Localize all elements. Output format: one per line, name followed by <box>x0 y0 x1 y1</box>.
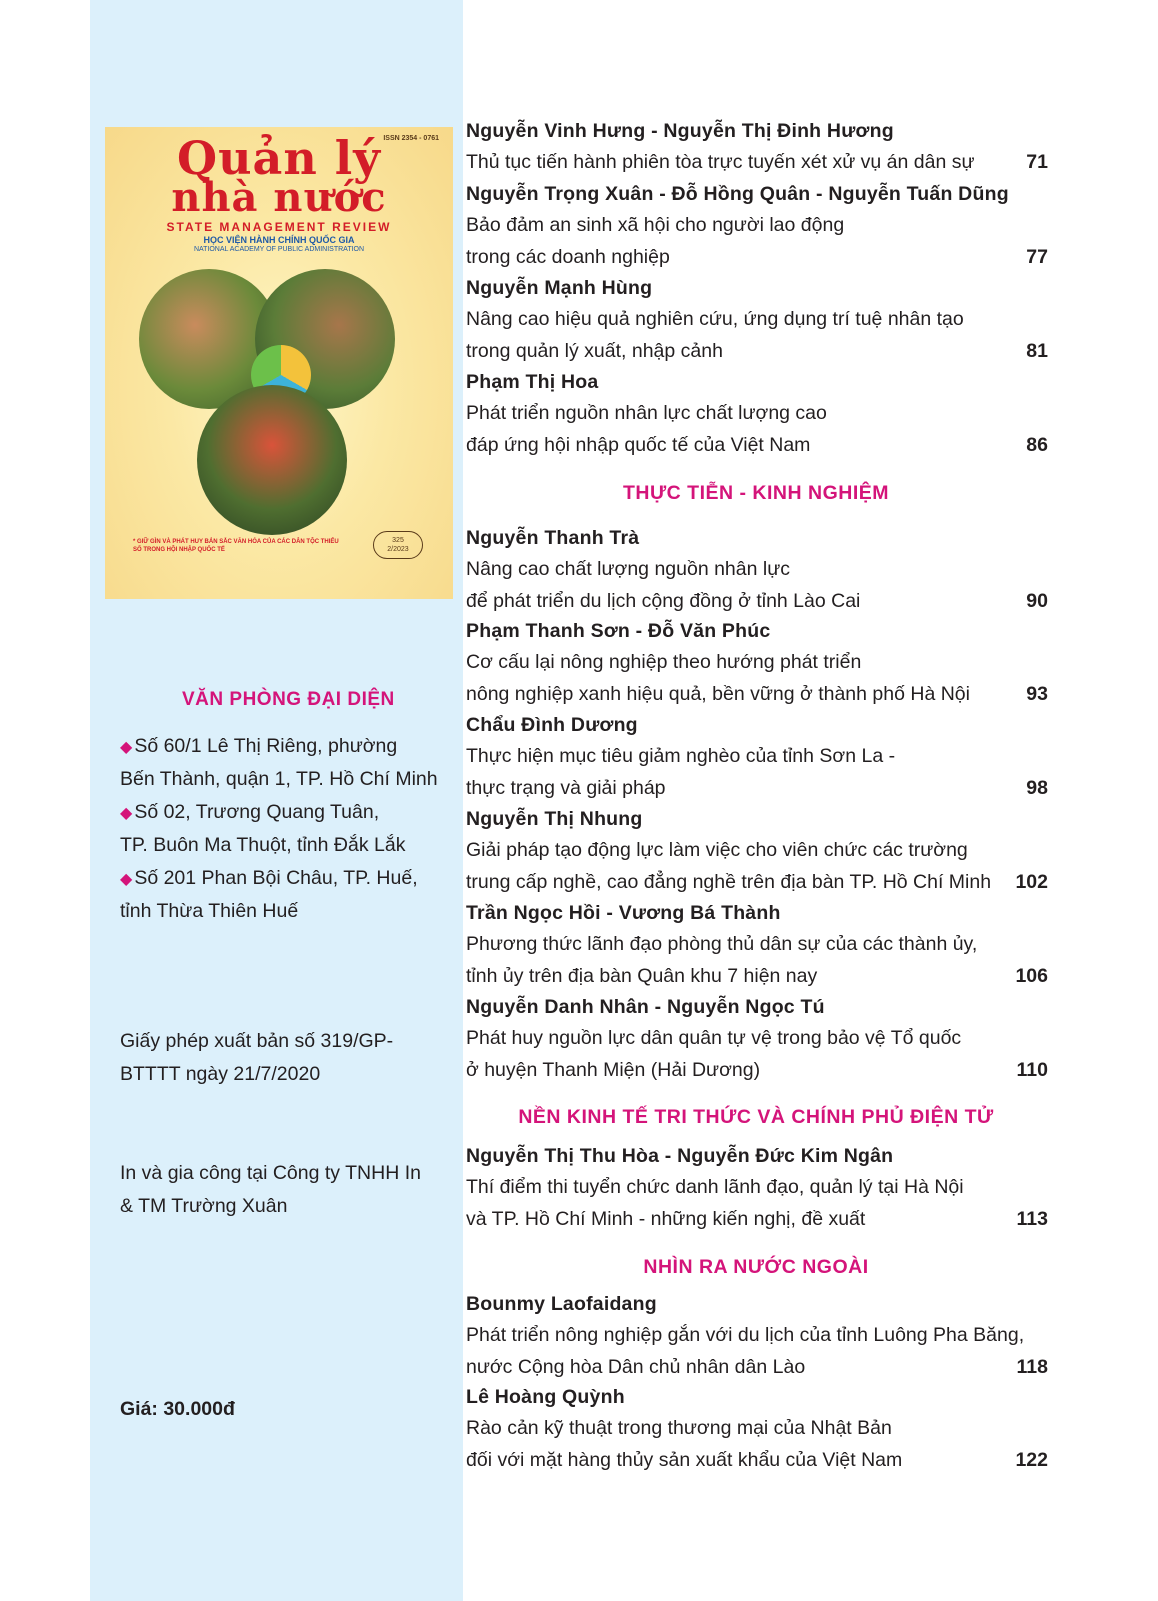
toc-article-title <box>466 835 1048 866</box>
toc-author: Nguyễn Mạnh Hùng <box>466 277 653 299</box>
toc-article-title <box>466 929 1048 960</box>
toc-title-text: trong các doanh nghiệp <box>466 245 670 268</box>
toc-page-number: 77 <box>1026 245 1048 268</box>
toc-title-text: Phát triển nguồn nhân lực chất lượng cao <box>466 402 827 425</box>
toc-page-number: 86 <box>1026 433 1048 456</box>
toc-title-text: ở huyện Thanh Miện (Hải Dương) <box>466 1058 761 1081</box>
cover-title-line1: Quản lý <box>177 131 381 185</box>
toc-author: Nguyễn Trọng Xuân - Đỗ Hồng Quân - Nguyễn Tuấn Dũng <box>466 183 1009 205</box>
section-heading: NHÌN RA NƯỚC NGOÀI <box>643 1256 869 1278</box>
toc-page-number: 81 <box>1026 339 1048 362</box>
toc-article-title <box>466 773 1048 804</box>
cover-photo-collage <box>133 263 425 533</box>
toc-author: Chẩu Đình Dương <box>466 714 638 736</box>
toc-title-text: trong quản lý xuất, nhập cảnh <box>466 339 723 362</box>
toc-title-text: Cơ cấu lại nông nghiệp theo hướng phát triển <box>466 651 862 674</box>
cover-issn: ISSN 2354 - 0761 <box>383 135 439 142</box>
cover-issue-badge <box>373 531 423 559</box>
section-heading: THỰC TIỄN - KINH NGHIỆM <box>623 482 889 504</box>
toc-article-title <box>466 867 1048 898</box>
printer-line-2: & TM Trường Xuân <box>120 1195 288 1217</box>
toc-article-title <box>466 1172 1048 1203</box>
office-address-text: Số 201 Phan Bội Châu, TP. Huế, <box>134 867 418 889</box>
toc-article-title <box>466 741 1048 772</box>
toc-page-number: 122 <box>1015 1448 1048 1471</box>
toc-author: Nguyễn Danh Nhân - Nguyễn Ngọc Tú <box>466 996 825 1018</box>
toc-article-title <box>466 679 1048 710</box>
toc-page-number: 71 <box>1026 151 1048 174</box>
toc-title-text: trung cấp nghề, cao đẳng nghề trên địa bàn TP. Hồ Chí Minh <box>466 870 992 893</box>
office-address-line <box>120 763 438 796</box>
toc-author: Nguyễn Thị Nhung <box>466 808 643 830</box>
toc-author: Nguyễn Vinh Hưng - Nguyễn Thị Đinh Hương <box>466 120 894 142</box>
office-address-line <box>120 829 405 862</box>
toc-page-number: 106 <box>1015 964 1048 987</box>
toc-title-text: Phát huy nguồn lực dân quân tự vệ trong bảo vệ Tổ quốc <box>466 1027 962 1050</box>
cover-issue-date: 2/2023 <box>387 546 409 553</box>
cover-title-en: STATE MANAGEMENT REVIEW <box>166 220 392 234</box>
cover-academy: HỌC VIỆN HÀNH CHÍNH QUỐC GIA <box>203 235 355 245</box>
cover-title-line2: nhà nước <box>171 174 387 221</box>
toc-title-text: nước Cộng hòa Dân chủ nhân dân Lào <box>466 1355 806 1378</box>
office-address-text: TP. Buôn Ma Thuột, tỉnh Đắk Lắk <box>120 834 406 856</box>
toc-article-title <box>466 1445 1048 1476</box>
office-address-text: tỉnh Thừa Thiên Huế <box>120 900 299 922</box>
toc-article-title <box>466 398 1048 429</box>
printer-info <box>120 1157 440 1223</box>
toc-title-text: Nâng cao hiệu quả nghiên cứu, ứng dụng trí tuệ nhân tạo <box>466 308 964 331</box>
diamond-bullet-icon: ◆ <box>120 805 133 822</box>
toc-article-title <box>466 647 1048 678</box>
toc-author: Phạm Thị Hoa <box>466 371 599 393</box>
office-address-text: Số 60/1 Lê Thị Riêng, phường <box>134 735 398 757</box>
office-address-line <box>120 895 298 928</box>
toc-title-text: Bảo đảm an sinh xã hội cho người lao động <box>466 214 845 237</box>
toc-article-title <box>466 147 1048 178</box>
magazine-cover <box>105 127 453 599</box>
toc-author: Phạm Thanh Sơn - Đỗ Văn Phúc <box>466 620 771 642</box>
license-info <box>120 1025 420 1091</box>
toc-title-text: Rào cản kỹ thuật trong thương mại của Nhật Bản <box>466 1417 892 1440</box>
office-address-line <box>120 796 379 830</box>
toc-article-title <box>466 210 1048 241</box>
toc-title-text: Thực hiện mục tiêu giảm nghèo của tỉnh Sơn La - <box>466 745 896 768</box>
toc-article-title <box>466 430 1048 461</box>
toc-author: Trần Ngọc Hồi - Vương Bá Thành <box>466 902 781 924</box>
toc-page-number: 110 <box>1016 1058 1048 1081</box>
toc-title-text: đối với mặt hàng thủy sản xuất khẩu của Việt Nam <box>466 1448 903 1471</box>
price: Giá: 30.000đ <box>120 1398 235 1420</box>
toc-title-text: và TP. Hồ Chí Minh - những kiến nghị, đề xuất <box>466 1207 866 1230</box>
toc-title-text: Giải pháp tạo động lực làm việc cho viên chức các trường <box>466 839 968 862</box>
toc-author: Lê Hoàng Quỳnh <box>466 1386 625 1408</box>
toc-author: Nguyễn Thanh Trà <box>466 527 640 549</box>
office-title: VĂN PHÒNG ĐẠI DIỆN <box>182 689 395 710</box>
toc-page-number: 93 <box>1026 682 1048 705</box>
toc-title-text: tỉnh ủy trên địa bàn Quân khu 7 hiện nay <box>466 964 818 987</box>
toc-article-title <box>466 586 1048 617</box>
license-line-1: Giấy phép xuất bản số 319/GP- <box>120 1030 394 1052</box>
toc-article-title <box>466 1204 1048 1235</box>
office-address-text: Số 02, Trương Quang Tuân, <box>134 801 380 823</box>
toc-title-text: nông nghiệp xanh hiệu quả, bền vững ở thành phố Hà Nội <box>466 682 970 705</box>
toc-article-title <box>466 1320 1048 1351</box>
license-line-2: BTTTT ngày 21/7/2020 <box>120 1063 321 1085</box>
toc-article-title <box>466 961 1048 992</box>
toc-article-title <box>466 1413 1048 1444</box>
toc-title-text: thực trạng và giải pháp <box>466 776 666 799</box>
toc-title-text: Phát triển nông nghiệp gắn với du lịch của tỉnh Luông Pha Băng, <box>466 1324 1025 1347</box>
toc-article-title <box>466 1055 1048 1086</box>
toc-article-title <box>466 1352 1048 1383</box>
toc-title-text: Nâng cao chất lượng nguồn nhân lực <box>466 558 791 581</box>
toc-title-text: Thủ tục tiến hành phiên tòa trực tuyến xét xử vụ án dân sự <box>466 151 975 174</box>
toc-page-number: 98 <box>1026 776 1048 799</box>
cover-issue-no: 325 <box>392 537 404 544</box>
diamond-bullet-icon: ◆ <box>120 739 133 756</box>
toc-title-text: Phương thức lãnh đạo phòng thủ dân sự của các thành ủy, <box>466 933 978 956</box>
toc-title-text: đáp ứng hội nhập quốc tế của Việt Nam <box>466 433 811 456</box>
cover-academy-en: NATIONAL ACADEMY OF PUBLIC ADMINISTRATION <box>193 246 365 253</box>
toc-article-title <box>466 242 1048 273</box>
toc-title-text: Thí điểm thi tuyển chức danh lãnh đạo, quản lý tại Hà Nội <box>466 1176 964 1199</box>
section-heading: NỀN KINH TẾ TRI THỨC VÀ CHÍNH PHỦ ĐIỆN TỬ <box>518 1106 994 1128</box>
office-address-line <box>120 730 397 764</box>
toc-page-number: 102 <box>1015 870 1048 893</box>
cover-photo-3 <box>197 385 347 535</box>
toc-article-title <box>466 1023 1048 1054</box>
toc-author: Bounmy Laofaidang <box>466 1293 657 1315</box>
office-address-text: Bến Thành, quận 1, TP. Hồ Chí Minh <box>120 768 438 790</box>
toc-page-number: 90 <box>1026 589 1048 612</box>
toc-article-title <box>466 554 1048 585</box>
toc-title-text: để phát triển du lịch cộng đồng ở tỉnh Lào Cai <box>466 589 861 612</box>
office-address-line <box>120 862 418 896</box>
cover-note: * GIỮ GÌN VÀ PHÁT HUY BẢN SẮC VĂN HÓA CỦA CÁC DÂN TỘC THIỂU SỐ TRONG HỘI NHẬP QUỐC TẾ <box>133 539 339 553</box>
toc-author: Nguyễn Thị Thu Hòa - Nguyễn Đức Kim Ngân <box>466 1145 894 1167</box>
toc-page-number: 113 <box>1016 1207 1048 1230</box>
toc-page-number: 118 <box>1016 1355 1048 1378</box>
diamond-bullet-icon: ◆ <box>120 871 133 888</box>
printer-line-1: In và gia công tại Công ty TNHH In <box>120 1162 421 1184</box>
toc-article-title <box>466 336 1048 367</box>
toc-article-title <box>466 304 1048 335</box>
